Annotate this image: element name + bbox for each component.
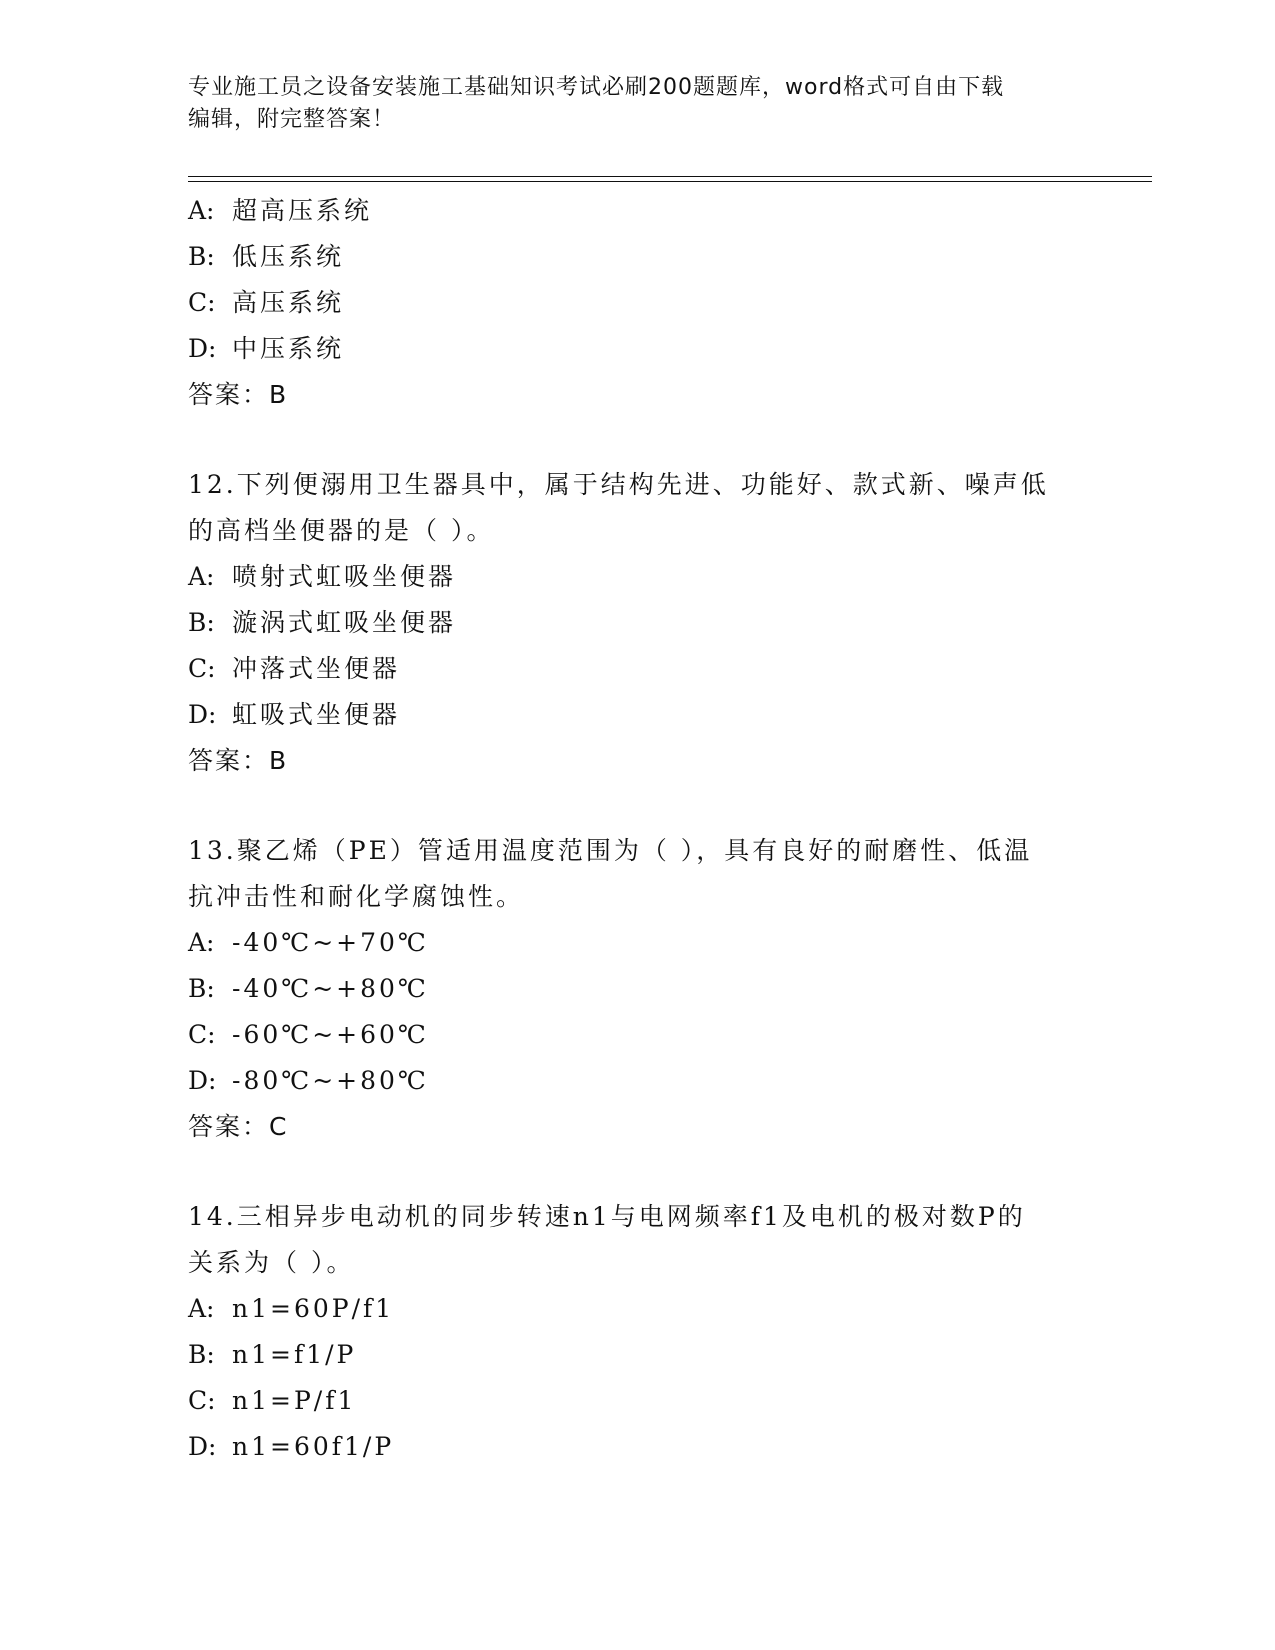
option-label: D: — [188, 700, 217, 729]
option-label: A: — [188, 1294, 215, 1323]
header-divider-bottom — [188, 181, 1152, 182]
question-stem-line-1: 13.聚乙烯（PE）管适用温度范围为（ ），具有良好的耐磨性、低温 — [188, 836, 1033, 865]
option-text: 高压系统 — [232, 288, 345, 317]
option-d — [188, 692, 1088, 738]
header-title-line-1: 专业施工员之设备安装施工基础知识考试必刷200题题库，word格式可自由下载 — [188, 75, 1005, 100]
option-label: C: — [188, 1386, 216, 1415]
answer-label: 答案： — [188, 1112, 270, 1141]
option-text: n1=P/f1 — [232, 1386, 357, 1415]
question-stem-line-2: 抗冲击性和耐化学腐蚀性。 — [188, 882, 525, 911]
option-c — [188, 280, 1088, 326]
option-c — [188, 646, 1088, 692]
question-stem-line-1: 12.下列便溺用卫生器具中，属于结构先进、功能好、款式新、噪声低 — [188, 470, 1049, 499]
option-label: A: — [188, 196, 215, 225]
option-label: D: — [188, 1432, 217, 1461]
question-14 — [188, 1194, 1088, 1470]
option-text: 中压系统 — [232, 334, 345, 363]
question-stem-line-2: 关系为（ ）。 — [188, 1248, 355, 1277]
option-b — [188, 234, 1088, 280]
question-spacer — [188, 1150, 1088, 1194]
option-a — [188, 554, 1088, 600]
option-label: A: — [188, 928, 215, 957]
question-list — [188, 188, 1088, 1470]
option-text: 低压系统 — [232, 242, 345, 271]
option-text: -80℃~+80℃ — [232, 1066, 429, 1095]
option-label: B: — [188, 1340, 215, 1369]
option-text: n1=60f1/P — [232, 1432, 395, 1461]
answer-line — [188, 738, 1088, 784]
option-label: C: — [188, 654, 216, 683]
header-title-line-2: 编辑，附完整答案！ — [188, 107, 396, 132]
option-d — [188, 1424, 1088, 1470]
option-label: B: — [188, 608, 215, 637]
option-a — [188, 1286, 1088, 1332]
option-label: D: — [188, 1066, 217, 1095]
option-text: 喷射式虹吸坐便器 — [232, 562, 457, 591]
answer-value: C — [269, 1112, 288, 1141]
option-text: 漩涡式虹吸坐便器 — [232, 608, 457, 637]
option-text: 冲落式坐便器 — [232, 654, 401, 683]
option-text: 超高压系统 — [232, 196, 373, 225]
option-label: D: — [188, 334, 217, 363]
option-b — [188, 600, 1088, 646]
option-text: n1=60P/f1 — [232, 1294, 395, 1323]
option-text: -60℃~+60℃ — [232, 1020, 429, 1049]
question-13 — [188, 828, 1088, 1150]
option-b — [188, 1332, 1088, 1378]
option-c — [188, 1378, 1088, 1424]
option-a — [188, 920, 1088, 966]
option-c — [188, 1012, 1088, 1058]
option-label: A: — [188, 562, 215, 591]
option-label: B: — [188, 974, 215, 1003]
option-label: C: — [188, 288, 216, 317]
question-12 — [188, 462, 1088, 784]
answer-line — [188, 372, 1088, 418]
answer-line — [188, 1104, 1088, 1150]
answer-label: 答案： — [188, 746, 270, 775]
header-divider-top — [188, 176, 1152, 177]
option-label: B: — [188, 242, 215, 271]
answer-value: B — [269, 380, 288, 409]
question-stem-line-1: 14.三相异步电动机的同步转速n1与电网频率f1及电机的极对数P的 — [188, 1202, 1026, 1231]
option-label: C: — [188, 1020, 216, 1049]
option-text: -40℃~+80℃ — [232, 974, 429, 1003]
option-text: -40℃~+70℃ — [232, 928, 429, 957]
option-d — [188, 1058, 1088, 1104]
option-d — [188, 326, 1088, 372]
answer-value: B — [269, 746, 288, 775]
option-text: n1=f1/P — [232, 1340, 357, 1369]
question-11 — [188, 188, 1088, 418]
answer-label: 答案： — [188, 380, 270, 409]
question-spacer — [188, 418, 1088, 462]
question-spacer — [188, 784, 1088, 828]
option-b — [188, 966, 1088, 1012]
option-text: 虹吸式坐便器 — [232, 700, 401, 729]
option-a — [188, 188, 1088, 234]
question-stem-line-2: 的高档坐便器的是（ ）。 — [188, 516, 495, 545]
document-header — [188, 72, 1088, 136]
